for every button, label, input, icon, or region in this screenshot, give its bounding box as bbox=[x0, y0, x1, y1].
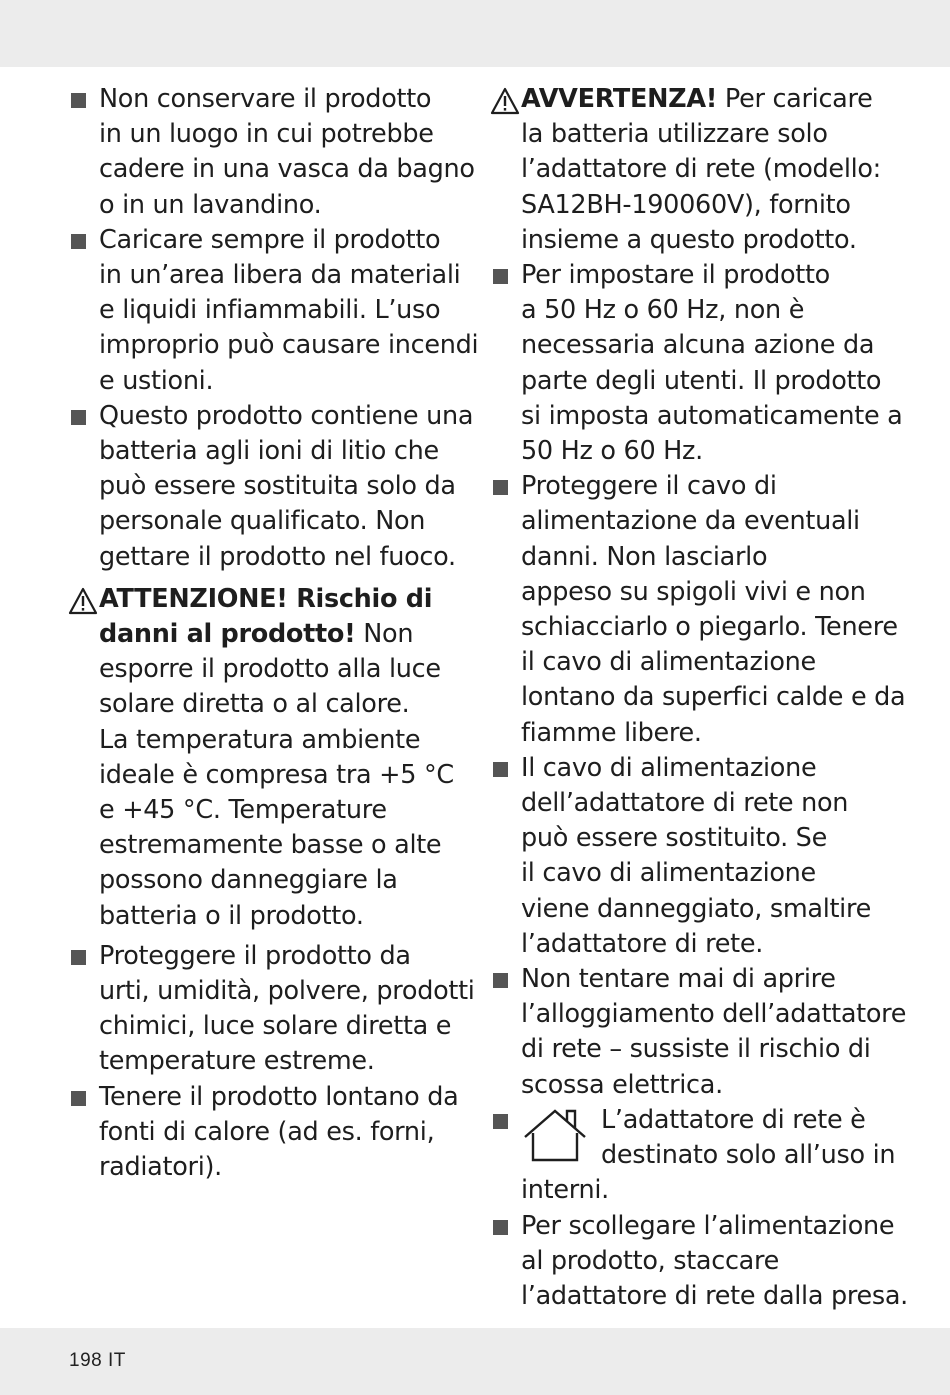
text-line: l’alloggiamento dell’adattatore bbox=[521, 999, 907, 1030]
text-line: in un’area libera da materiali bbox=[99, 260, 461, 291]
list-item bbox=[490, 962, 910, 1103]
warning-label: AVVERTENZA! bbox=[521, 84, 718, 114]
text-line: Questo prodotto contiene una bbox=[99, 400, 474, 431]
text-line: in un luogo in cui potrebbe bbox=[99, 119, 434, 150]
text-line: il cavo di alimentazione bbox=[521, 858, 816, 889]
text-line bbox=[521, 82, 910, 117]
text-line: scossa elettrica. bbox=[521, 1069, 723, 1100]
icon-row bbox=[521, 1103, 910, 1173]
text-fragment: Non bbox=[355, 619, 414, 650]
square-bullet-icon bbox=[493, 480, 508, 495]
text-line: ideale è compresa tra +5 °C bbox=[99, 759, 454, 790]
text-line: dell’adattatore di rete non bbox=[521, 788, 849, 819]
text-line: Caricare sempre il prodotto bbox=[99, 224, 441, 255]
text-line: L’adattatore di rete è bbox=[601, 1104, 866, 1135]
text-line: o in un lavandino. bbox=[99, 189, 322, 220]
text-line: estremamente basse o alte bbox=[99, 830, 442, 861]
text-line: può essere sostituito. Se bbox=[521, 823, 827, 854]
text-line: personale qualificato. Non bbox=[99, 506, 426, 537]
text-line: improprio può causare incendi bbox=[99, 330, 479, 361]
text-line: chimici, luce solare diretta e bbox=[99, 1011, 452, 1042]
list-item bbox=[68, 399, 474, 575]
text-line: appeso su spigoli vivi e non bbox=[521, 576, 866, 607]
square-bullet-icon bbox=[71, 950, 86, 965]
text-line: fonti di calore (ad es. forni, bbox=[99, 1116, 435, 1147]
text-line: viene danneggiato, smaltire bbox=[521, 893, 871, 924]
header-band bbox=[0, 0, 950, 67]
caution-label: ATTENZIONE! Rischio di bbox=[99, 583, 433, 614]
text-line: al prodotto, staccare bbox=[521, 1245, 780, 1276]
square-bullet-icon bbox=[493, 269, 508, 284]
text-line: e +45 °C. Temperature bbox=[99, 795, 387, 826]
text-line: parte degli utenti. Il prodotto bbox=[521, 365, 882, 396]
text-line: gettare il prodotto nel fuoco. bbox=[99, 541, 456, 572]
text-line: Per impostare il prodotto bbox=[521, 260, 830, 291]
text-line: Proteggere il cavo di bbox=[521, 471, 777, 502]
text-line: schiacciarlo o piegarlo. Tenere bbox=[521, 612, 898, 643]
text-line: l’adattatore di rete dalla presa. bbox=[521, 1280, 908, 1311]
text-line: esporre il prodotto alla luce bbox=[99, 654, 441, 685]
text-line: l’adattatore di rete. bbox=[521, 928, 764, 959]
text-line: Proteggere il prodotto da bbox=[99, 940, 411, 971]
list-item bbox=[68, 223, 479, 399]
text-line: l’adattatore di rete (modello: bbox=[521, 154, 881, 185]
footer-band bbox=[0, 1328, 950, 1395]
square-bullet-icon bbox=[71, 410, 86, 425]
text-line: temperature estreme. bbox=[99, 1046, 375, 1077]
list-item bbox=[490, 258, 910, 469]
text-line: 50 Hz o 60 Hz. bbox=[521, 436, 703, 467]
list-item bbox=[68, 1080, 468, 1186]
text-line: SA12BH-190060V), fornito bbox=[521, 189, 851, 220]
square-bullet-icon bbox=[493, 1220, 508, 1235]
text-line bbox=[99, 617, 468, 652]
text-line: insieme a questo prodotto. bbox=[521, 224, 857, 255]
text-line: Non conservare il prodotto bbox=[99, 84, 432, 114]
list-item bbox=[490, 751, 910, 962]
text-line: batteria o il prodotto. bbox=[99, 900, 364, 931]
text-line: danni. Non lasciarlo bbox=[521, 541, 768, 572]
list-item bbox=[68, 939, 475, 1080]
text-line: la batteria utilizzare solo bbox=[521, 119, 828, 150]
text-line: e ustioni. bbox=[99, 365, 214, 396]
text-line: urti, umidità, polvere, prodotti bbox=[99, 976, 475, 1007]
text-line: e liquidi infiammabili. L’uso bbox=[99, 295, 441, 326]
text-line: batteria agli ioni di litio che bbox=[99, 436, 439, 467]
warning-triangle-icon bbox=[490, 87, 520, 115]
text-line: cadere in una vasca da bagno bbox=[99, 154, 475, 185]
page-number: 198 IT bbox=[69, 1350, 126, 1371]
list-item bbox=[490, 1103, 910, 1209]
text-line: alimentazione da eventuali bbox=[521, 506, 860, 537]
square-bullet-icon bbox=[493, 1114, 508, 1129]
list-item bbox=[68, 82, 475, 223]
text-line: interni. bbox=[521, 1175, 609, 1206]
square-bullet-icon bbox=[493, 973, 508, 988]
caution-notice bbox=[68, 582, 468, 934]
text-line: Il cavo di alimentazione bbox=[521, 752, 817, 783]
text-line: Non tentare mai di aprire bbox=[521, 964, 836, 995]
list-item bbox=[490, 1209, 910, 1315]
text-fragment: Per caricare bbox=[717, 84, 873, 114]
text-line: destinato solo all’uso in bbox=[601, 1140, 896, 1171]
text-line: radiatori). bbox=[99, 1152, 222, 1183]
indoor-house-icon bbox=[521, 1107, 589, 1163]
text-line: fiamme libere. bbox=[521, 717, 702, 748]
text-line: il cavo di alimentazione bbox=[521, 647, 816, 678]
square-bullet-icon bbox=[71, 1091, 86, 1106]
text-line: a 50 Hz o 60 Hz, non è bbox=[521, 295, 805, 326]
square-bullet-icon bbox=[71, 234, 86, 249]
warning-notice bbox=[490, 82, 910, 258]
text-line: si imposta automaticamente a bbox=[521, 400, 903, 431]
right-column bbox=[490, 82, 910, 1314]
text-line: necessaria alcuna azione da bbox=[521, 330, 875, 361]
warning-triangle-icon bbox=[68, 587, 98, 615]
text-line: lontano da superfici calde e da bbox=[521, 682, 906, 713]
text-line: Per scollegare l’alimentazione bbox=[521, 1210, 895, 1241]
text-line: La temperatura ambiente bbox=[99, 724, 421, 755]
text-line: può essere sostituita solo da bbox=[99, 471, 456, 502]
text-line: solare diretta o al calore. bbox=[99, 689, 410, 720]
list-item bbox=[490, 469, 910, 751]
caution-label: danni al prodotto! bbox=[99, 619, 356, 650]
square-bullet-icon bbox=[71, 93, 86, 108]
left-column bbox=[68, 82, 479, 1185]
square-bullet-icon bbox=[493, 762, 508, 777]
text-line: possono danneggiare la bbox=[99, 865, 398, 896]
text-line: di rete – sussiste il rischio di bbox=[521, 1034, 871, 1065]
text-line: Tenere il prodotto lontano da bbox=[99, 1081, 459, 1112]
